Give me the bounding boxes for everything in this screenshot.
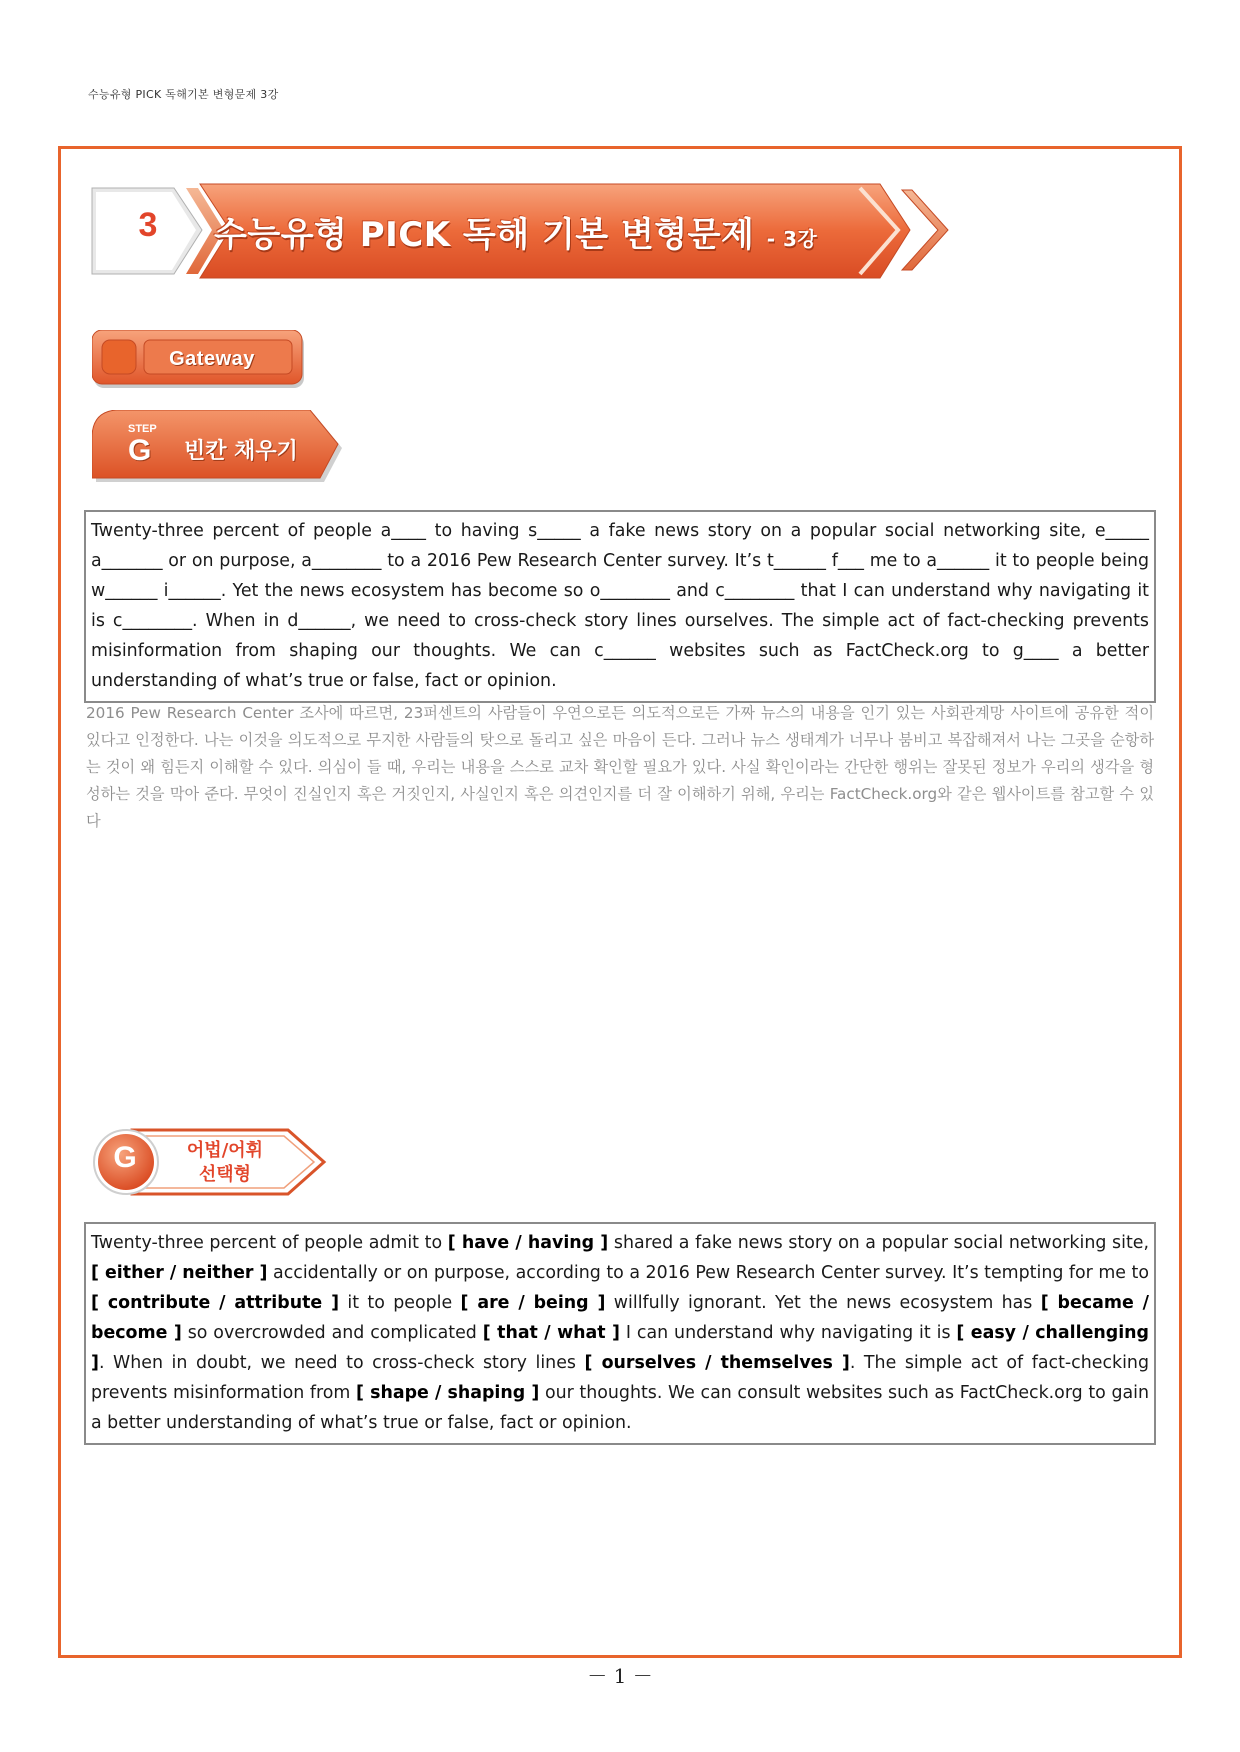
choice-passage-text: Twenty-three percent of people admit to xyxy=(91,1233,448,1253)
grammar-badge-line2: 선택형 xyxy=(198,1164,252,1185)
blank-passage: Twenty-three percent of people a____ to having s_____ a fake news story on a popular social networking site, e_____ a_______ or on purpose, a________ to a 2016 Pew Research Center survey. It’s t______ f___ me to a______ it to people being w______ i______. Yet the news ecosystem has become so o________ and c________ that I can understand why navigating it is c________. When in d______, we need to cross-check story lines ourselves. The simple act of fact-checking prevents misinformation from shaping our thoughts. We can c______ websites such as FactCheck.org to g____ a better understanding of what’s true or false, fact or opinion. xyxy=(84,510,1156,703)
choice-passage-text: willfully ignorant. Yet the news ecosystem has xyxy=(605,1293,1041,1313)
grammar-choice: [ have / having ] xyxy=(447,1233,609,1253)
step-tab xyxy=(92,410,354,484)
grammar-choice: [ contribute / attribute ] xyxy=(91,1293,340,1313)
lesson-number: 3 xyxy=(138,206,158,244)
gateway-badge xyxy=(92,330,308,392)
grammar-choice: [ that / what ] xyxy=(482,1323,620,1343)
choice-passage-text: accidentally or on purpose, according to a 2016 Pew Research Center survey. It’s tempting for me to xyxy=(267,1263,1149,1283)
title-banner xyxy=(90,182,970,282)
grammar-choice: [ either / neither ] xyxy=(91,1263,268,1283)
choice-passage-text: . The simple act of fact-checking prevents misinformation from xyxy=(91,1353,1149,1403)
grammar-choice: [ shape / shaping ] xyxy=(355,1383,540,1403)
grammar-choice: [ easy / challenging ] xyxy=(91,1323,1149,1373)
grammar-badge-letter: G xyxy=(113,1141,137,1174)
page-title-text: 수능유형 PICK 독해 기본 변형문제 xyxy=(214,215,755,255)
choice-passage-text: shared a fake news story on a popular social networking site, xyxy=(608,1233,1149,1253)
grammar-vocab-badge xyxy=(92,1124,332,1200)
grammar-choice: [ ourselves / themselves ] xyxy=(584,1353,850,1373)
running-header: 수능유형 PICK 독해기본 변형문제 3강 xyxy=(88,88,279,101)
choice-passage-text: . When in doubt, we need to cross-check story lines xyxy=(98,1353,585,1373)
korean-translation: 2016 Pew Research Center 조사에 따르면, 23퍼센트의 사람들이 우연으로든 의도적으로든 가짜 뉴스의 내용을 인기 있는 사회관계망 사이트에 공유한 적이 있다고 인정한다. 나는 이것을 의도적으로 무지한 사람들의 탓으로 돌리고 싶은 마음이 든다. 그러나 뉴스 생태계가 너무나 붐비고 복잡해져서 나는 그곳을 순항하는 것이 왜 힘든지 이해할 수 있다. 의심이 들 때, 우리는 내용을 스스로 교차 확인할 필요가 있다. 사실 확인이라는 간단한 행위는 잘못된 정보가 우리의 생각을 형성하는 것을 막아 준다. 무엇이 진실인지 혹은 거짓인지, 사실인지 혹은 의견인지를 더 잘 이해하기 위해, 우리는 FactCheck.org와 같은 웹사이트를 참고할 수 있다 xyxy=(86,704,1154,830)
choice-passage xyxy=(84,1222,1156,1445)
step-letter: G xyxy=(128,434,152,467)
page-title xyxy=(214,207,817,256)
choice-passage-text: our thoughts. We can consult websites such as FactCheck.org to gain a better understanding of what’s true or false, fact or opinion. xyxy=(91,1383,1149,1433)
page-number: － 1 － xyxy=(587,1664,653,1688)
grammar-badge-line1: 어법/어휘 xyxy=(186,1140,264,1161)
gateway-label: Gateway xyxy=(169,348,255,370)
choice-passage-text: so overcrowded and complicated xyxy=(181,1323,483,1343)
step-title: 빈칸 채우기 xyxy=(184,439,298,464)
grammar-choice: [ became / become ] xyxy=(91,1293,1149,1343)
choice-passage-text: it to people xyxy=(339,1293,461,1313)
grammar-choice: [ are / being ] xyxy=(460,1293,606,1313)
step-small-label: STEP xyxy=(128,423,157,435)
page-subtitle: - 3강 xyxy=(766,227,818,251)
choice-passage-text: I can understand why navigating it is xyxy=(619,1323,957,1343)
